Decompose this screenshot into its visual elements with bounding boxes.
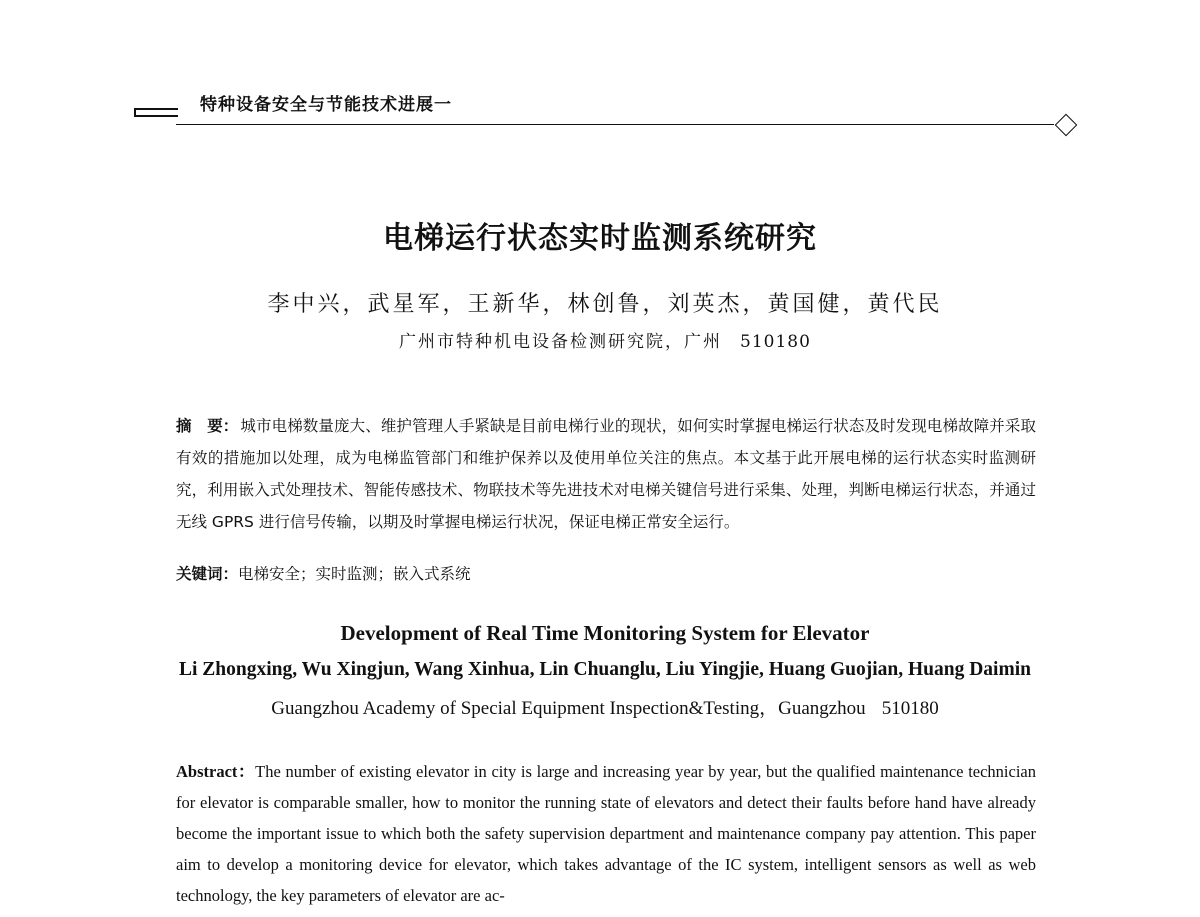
keywords-zh-label: 关键词： bbox=[176, 565, 239, 583]
affiliation-zh-name: 广州市特种机电设备检测研究院，广州 bbox=[399, 332, 723, 352]
abstract-zh-text: 城市电梯数量庞大、维护管理人手紧缺是目前电梯行业的现状，如何实时掌握电梯运行状态及时发现电梯故障并采取有效的措施加以处理，成为电梯监管部门和维护保养以及使用单位关注的焦点。本文基于此开展电梯的运行状态实时监测研究，利用嵌入式处理技术、智能传感技术、物联技术等先进技术对电梯关键信号进行采集、处理，判断电梯运行状态，并通过无线 GPRS 进行信号传输，以期及时掌握电梯运行状况，保证电梯正常安全运行。 bbox=[176, 417, 1036, 531]
authors-en: Li Zhongxing, Wu Xingjun, Wang Xinhua, Lin Chuanglu, Liu Yingjie, Huang Guojian, Huang Daimin bbox=[178, 659, 1031, 680]
paper-title-zh: 电梯运行状态实时监测系统研究 bbox=[383, 221, 817, 256]
abstract-en bbox=[176, 756, 1036, 911]
abstract-en-label: Abstract： bbox=[176, 762, 256, 781]
abstract-en-text: The number of existing elevator in city is large and increasing year by year, but the qualified maintenance technician for elevator is comparable smaller, how to monitor the running state of elevators and detect their faults before hand have already become the important issue to which both the safety supervision department and maintenance company pay attention. This paper aim to develop a monitoring device for elevator, which takes advantage of the IC system, intelligent sensors as well as web technology, the key parameters of elevator are ac- bbox=[176, 762, 1036, 905]
affiliation-en-name: Guangzhou Academy of Special Equipment Inspection&Testing，Guangzhou bbox=[271, 698, 866, 719]
header-rule-box bbox=[134, 108, 178, 117]
diamond-icon bbox=[1055, 114, 1078, 137]
header-rule bbox=[176, 124, 1054, 125]
affiliation-zh bbox=[0, 327, 1200, 352]
abstract-zh-label: 摘 要： bbox=[176, 417, 239, 435]
affiliation-en bbox=[0, 693, 1200, 720]
running-header: 特种设备安全与节能技术进展一 bbox=[200, 95, 452, 115]
affiliation-en-postcode: 510180 bbox=[881, 698, 939, 719]
authors-zh: 李中兴，武星军，王新华，林创鲁，刘英杰，黄国健，黄代民 bbox=[267, 292, 943, 317]
keywords-zh-text: 电梯安全；实时监测；嵌入式系统 bbox=[238, 565, 471, 583]
keywords-zh bbox=[176, 562, 1036, 584]
affiliation-zh-postcode: 510180 bbox=[740, 332, 811, 352]
abstract-zh bbox=[176, 410, 1036, 538]
paper-title-en: Development of Real Time Monitoring System for Elevator bbox=[340, 621, 870, 645]
